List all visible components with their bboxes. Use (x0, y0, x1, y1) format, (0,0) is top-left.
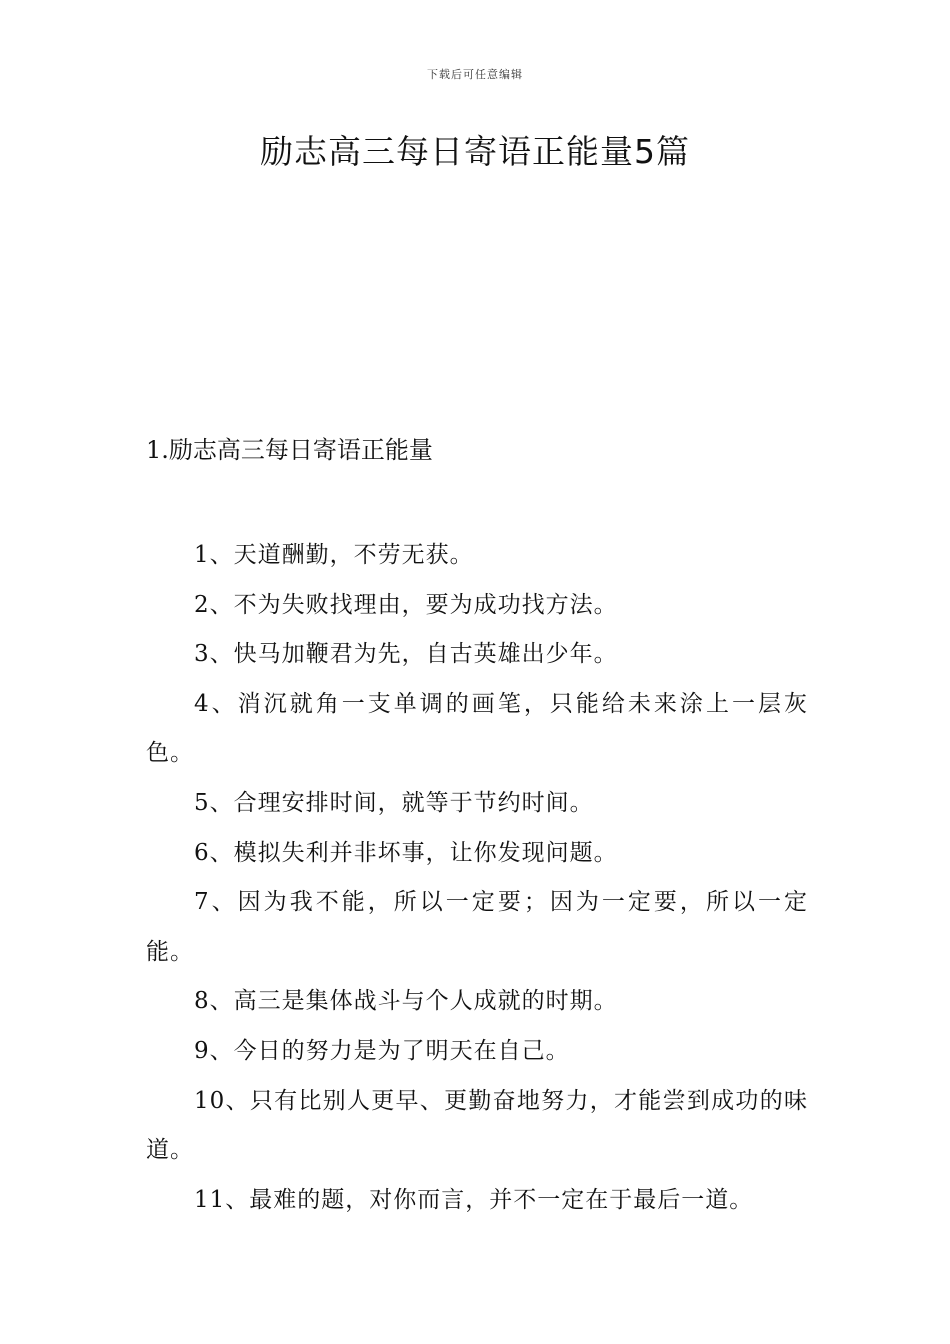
list-item: 11、最难的题，对你而言，并不一定在于最后一道。 (194, 1186, 754, 1213)
list-item: 1、天道酬勤，不劳无获。 (194, 542, 474, 568)
list-item: 10、只有比别人更早、更勤奋地努力，才能尝到成功的味道。 (146, 1087, 808, 1164)
list-item: 2、不为失败找理由，要为成功找方法。 (194, 591, 618, 618)
quote-list (146, 531, 808, 1225)
header-note: 下载后可任意编辑 (427, 68, 523, 81)
list-item: 5、合理安排时间，就等于节约时间。 (194, 789, 594, 816)
list-item: 7、因为我不能，所以一定要；因为一定要，所以一定能。 (146, 889, 808, 965)
list-item: 4、消沉就角一支单调的画笔，只能给未来涂上一层灰色。 (146, 690, 808, 767)
list-item: 9、今日的努力是为了明天在自己。 (194, 1037, 570, 1064)
list-item: 3、快马加鞭君为先，自古英雄出少年。 (194, 641, 618, 668)
list-item: 8、高三是集体战斗与个人成就的时期。 (194, 988, 618, 1015)
section-heading: 1.励志高三每日寄语正能量 (146, 436, 433, 464)
document-title: 励志高三每日寄语正能量5篇 (260, 132, 690, 171)
list-item: 6、模拟失利并非坏事，让你发现问题。 (194, 839, 618, 866)
